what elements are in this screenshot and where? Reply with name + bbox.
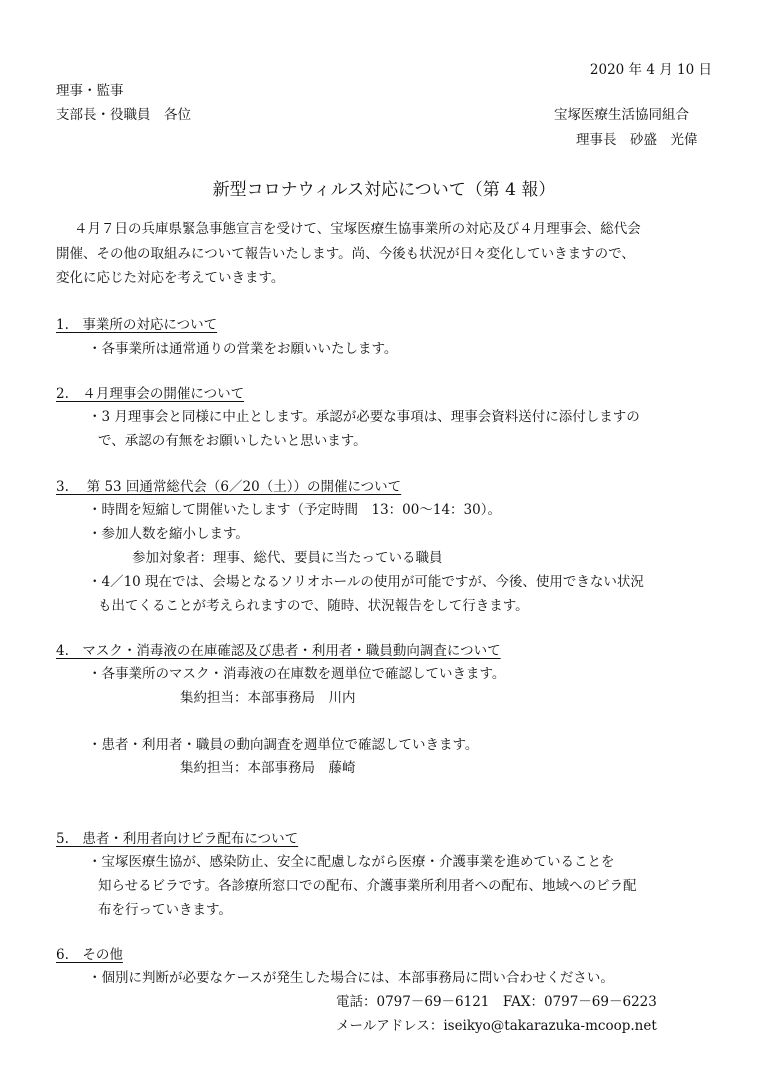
intro-line-2: 開催、その他の取組みについて報告いたします。尚、今後も状況が日々変化していきますので、 [56, 246, 635, 262]
section-3-line-5: も出てくることが考えられますので、随時、状況報告をして行きます。 [98, 598, 529, 614]
section-4-line-4: 集約担当：本部事務局 藤崎 [180, 760, 356, 776]
section-2-heading: 2. ４月理事会の開催について [56, 386, 245, 402]
contact-phone-fax: 電話：0797－69－6121 FAX：0797－69－6223 [336, 994, 657, 1010]
section-3-line-2: ・参加人数を縮小します。 [88, 526, 249, 542]
document-date: 2020 年 4 月 10 日 [589, 62, 712, 78]
section-1-line-1: ・各事業所は通常通りの営業をお願いいたします。 [88, 341, 398, 357]
contact-email: メールアドレス：iseikyo@takarazuka-mcoop.net [336, 1018, 657, 1034]
section-3-line-3: 参加対象者：理事、総代、要員に当たっている職員 [132, 550, 443, 566]
section-1-heading: 1. 事業所の対応について [56, 317, 218, 333]
sender-organization: 宝塚医療生活協同組合 [554, 107, 689, 123]
section-2-line-2: で、承認の有無をお願いしたいと思います。 [98, 433, 367, 449]
section-6-line-1: ・個別に判断が必要なケースが発生した場合には、本部事務局に問い合わせください。 [88, 970, 614, 986]
document-title: 新型コロナウィルス対応について（第 4 報） [212, 180, 556, 200]
intro-line-3: 変化に応じた対応を考えていきます。 [56, 270, 285, 286]
section-6-heading: 6. その他 [56, 947, 123, 963]
recipient-line-1: 理事・監事 [56, 83, 124, 99]
section-4-line-2: 集約担当：本部事務局 川内 [180, 690, 356, 706]
section-3-heading: 3. 第 53 回通常総代会（6／20（土））の開催について [56, 479, 402, 495]
section-4-heading: 4. マスク・消毒液の在庫確認及び患者・利用者・職員動向調査について [56, 643, 501, 659]
section-3-line-1: ・時間を短縮して開催いたします（予定時間 13：00～14：30）。 [88, 502, 501, 518]
section-4-line-1: ・各事業所のマスク・消毒液の在庫数を週単位で確認していきます。 [88, 666, 506, 682]
sender-signer: 理事長 砂盛 光偉 [576, 132, 698, 148]
section-2-line-1: ・3 月理事会と同様に中止とします。承認が必要な事項は、理事会資料送付に添付しますの [88, 409, 640, 425]
recipient-line-2: 支部長・役職員 各位 [56, 107, 191, 123]
section-4-line-3: ・患者・利用者・職員の動向調査を週単位で確認していきます。 [88, 737, 479, 753]
section-3-line-4: ・4／10 現在では、会場となるソリオホールの使用が可能ですが、今後、使用できない状況 [88, 574, 644, 590]
section-5-line-3: 布を行っていきます。 [98, 902, 232, 918]
section-5-line-2: 知らせるビラです。各診療所窓口での配布、介護事業所利用者への配布、地域へのビラ配 [98, 878, 637, 894]
section-5-line-1: ・宝塚医療生協が、感染防止、安全に配慮しながら医療・介護事業を進めていることを [88, 854, 615, 870]
intro-line-1: ４月７日の兵庫県緊急事態宣言を受けて、宝塚医療生協事業所の対応及び４月理事会、総代会 [74, 221, 641, 237]
section-5-heading: 5. 患者・利用者向けビラ配布について [56, 831, 299, 847]
